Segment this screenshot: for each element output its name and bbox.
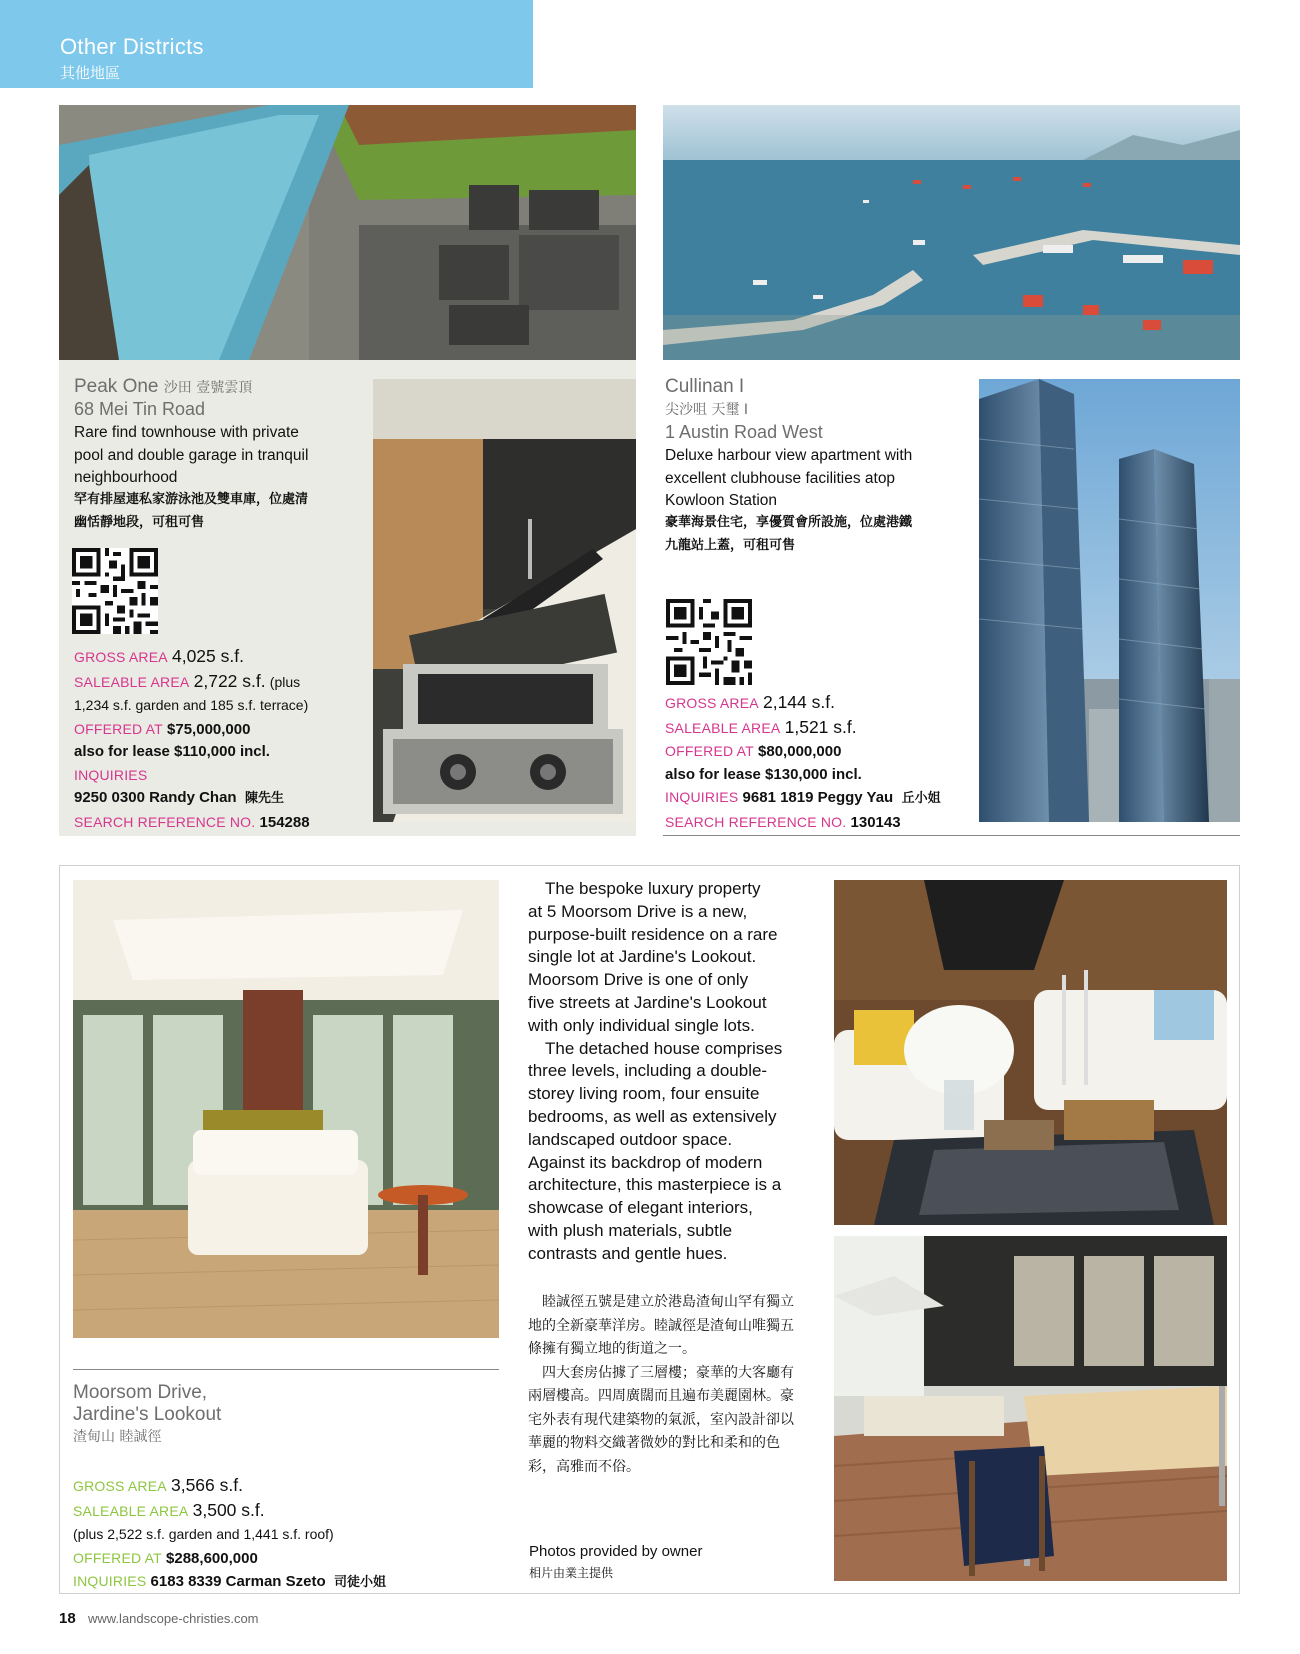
photo-credit-zh: 相片由業主提供 (529, 1566, 614, 1580)
listing-title: Cullinan I (665, 376, 745, 397)
listing-title: Moorsom Drive, Jardine's Lookout 渣甸山 睦誠徑 (73, 1382, 221, 1448)
gross-area-value: 2,144 s.f. (762, 692, 835, 712)
section-header (0, 0, 533, 88)
feature-description-zh: 睦誠徑五號是建立於港島渣甸山罕有獨立 地的全新豪華洋房。睦誠徑是渣甸山唯獨五 條擁有獨立地的街道之一。 四大套房佔據了三層樓；豪華的大客廳有 兩層樓高。四周廣闊而且遍布美麗園林。豪 宅外表有現代建築物的氣派，室內設計卻以 華麗的物料交織著微妙的對比和柔和的色 彩，高雅而不俗。 (528, 1294, 794, 1475)
kitchen-photo (373, 379, 636, 822)
qr-code[interactable] (666, 599, 752, 685)
tower-photo (979, 379, 1240, 822)
saleable-area-value: 2,722 s.f. (193, 670, 266, 691)
listing-description: Rare find townhouse with private pool and double garage in tranquil neighbourhood (74, 424, 309, 486)
saleable-area-value: 1,521 s.f. (784, 716, 857, 737)
qr-code[interactable] (72, 548, 158, 634)
search-reference: 154288 (259, 813, 310, 831)
listing-description-zh: 罕有排屋連私家游泳池及雙車庫，位處清 幽恬靜地段，可租可售 (74, 492, 309, 530)
patio-photo (834, 1236, 1227, 1581)
gross-area-value: 4,025 s.f. (171, 646, 244, 666)
inquiries-contact: 6183 8339 Carman Szeto (150, 1573, 326, 1590)
inquiries-contact: 9681 1819 Peggy Yau (742, 789, 894, 806)
listing-name-zh: 尖沙咀 天璽 I (665, 402, 749, 418)
listing-card-peak-one (59, 360, 636, 836)
listing-description: Deluxe harbour view apartment with excellent clubhouse facilities atop Kowloon Station (665, 447, 913, 509)
listing-description-zh: 豪華海景住宅，享優質會所設施，位處港鐵 九龍站上蓋，可租可售 (665, 515, 913, 553)
search-reference: 130143 (850, 813, 901, 831)
feature-description: The bespoke luxury property at 5 Moorsom Drive is a new, purpose-built residence on a rare single lot at Jardine's Lookout. Moorsom Drive is one of only five streets at Jardine's Lookout with only individual single lots. The detached house comprises three levels, including a double- storey living room, four ensuite bedrooms, as well as extensively landscaped outdoor space. Against its backdrop of modern architecture, this masterpiece is a showcase of elegant interiors, with plush materials, subtle contrasts and gentle hues. (528, 879, 783, 1263)
listing-title (74, 376, 252, 399)
listing-name-zh: 渣甸山 睦誠徑 (73, 1429, 162, 1445)
page-number: 18 (59, 1610, 76, 1627)
harbour-view-photo (663, 105, 1240, 360)
offered-price: $288,600,000 (166, 1549, 258, 1567)
living-room-photo (73, 880, 499, 1338)
offered-price: $80,000,000 (758, 743, 842, 760)
photo-credit: Photos provided by owner (529, 1543, 703, 1560)
listing-specs: GROSS AREA 3,566 s.f. SALEABLE AREA 3,500 s.f. (plus 2,522 s.f. garden and 1,441 s.f. roof) OFFERED AT $288,600,000 INQUIRIES 6183 8339 Carman Szeto 司徒小姐 (73, 1475, 387, 1590)
offered-price: $75,000,000 (167, 720, 251, 738)
listing-specs: GROSS AREA 4,025 s.f. SALEABLE AREA 2,722 s.f. (plus 1,234 s.f. garden and 185 s.f. terrace) OFFERED AT $75,000,000 also for lease $110,000 incl. INQUIRIES 9250 0300 Randy Chan 陳先生 SEARCH REFERENCE NO. 154288 (74, 646, 310, 831)
lounge-photo (834, 880, 1227, 1225)
saleable-area-value: 3,500 s.f. (192, 1499, 265, 1520)
gross-area-value: 3,566 s.f. (170, 1475, 243, 1495)
divider (73, 1369, 499, 1370)
footer-url[interactable]: www.landscope-christies.com (88, 1611, 259, 1626)
listing-name: Peak One (74, 376, 159, 397)
listing-address: 1 Austin Road West (665, 422, 823, 442)
pool-terrace-photo (59, 105, 636, 360)
section-title-zh: 其他地區 (60, 64, 121, 82)
section-title: Other Districts (60, 34, 204, 59)
listing-name-zh: 沙田 壹號雲頂 (163, 380, 253, 396)
lease-price: also for lease $110,000 incl. (74, 743, 270, 760)
listing-specs: GROSS AREA 2,144 s.f. SALEABLE AREA 1,521 s.f. OFFERED AT $80,000,000 also for lease $130,000 incl. INQUIRIES 9681 1819 Peggy Yau 丘小姐 SEARCH REFERENCE NO. 130143 (665, 692, 941, 831)
lease-price: also for lease $130,000 incl. (665, 765, 862, 783)
inquiries-contact: 9250 0300 Randy Chan (74, 789, 237, 806)
listing-card-cullinan (663, 360, 1240, 836)
listing-address: 68 Mei Tin Road (74, 399, 206, 419)
